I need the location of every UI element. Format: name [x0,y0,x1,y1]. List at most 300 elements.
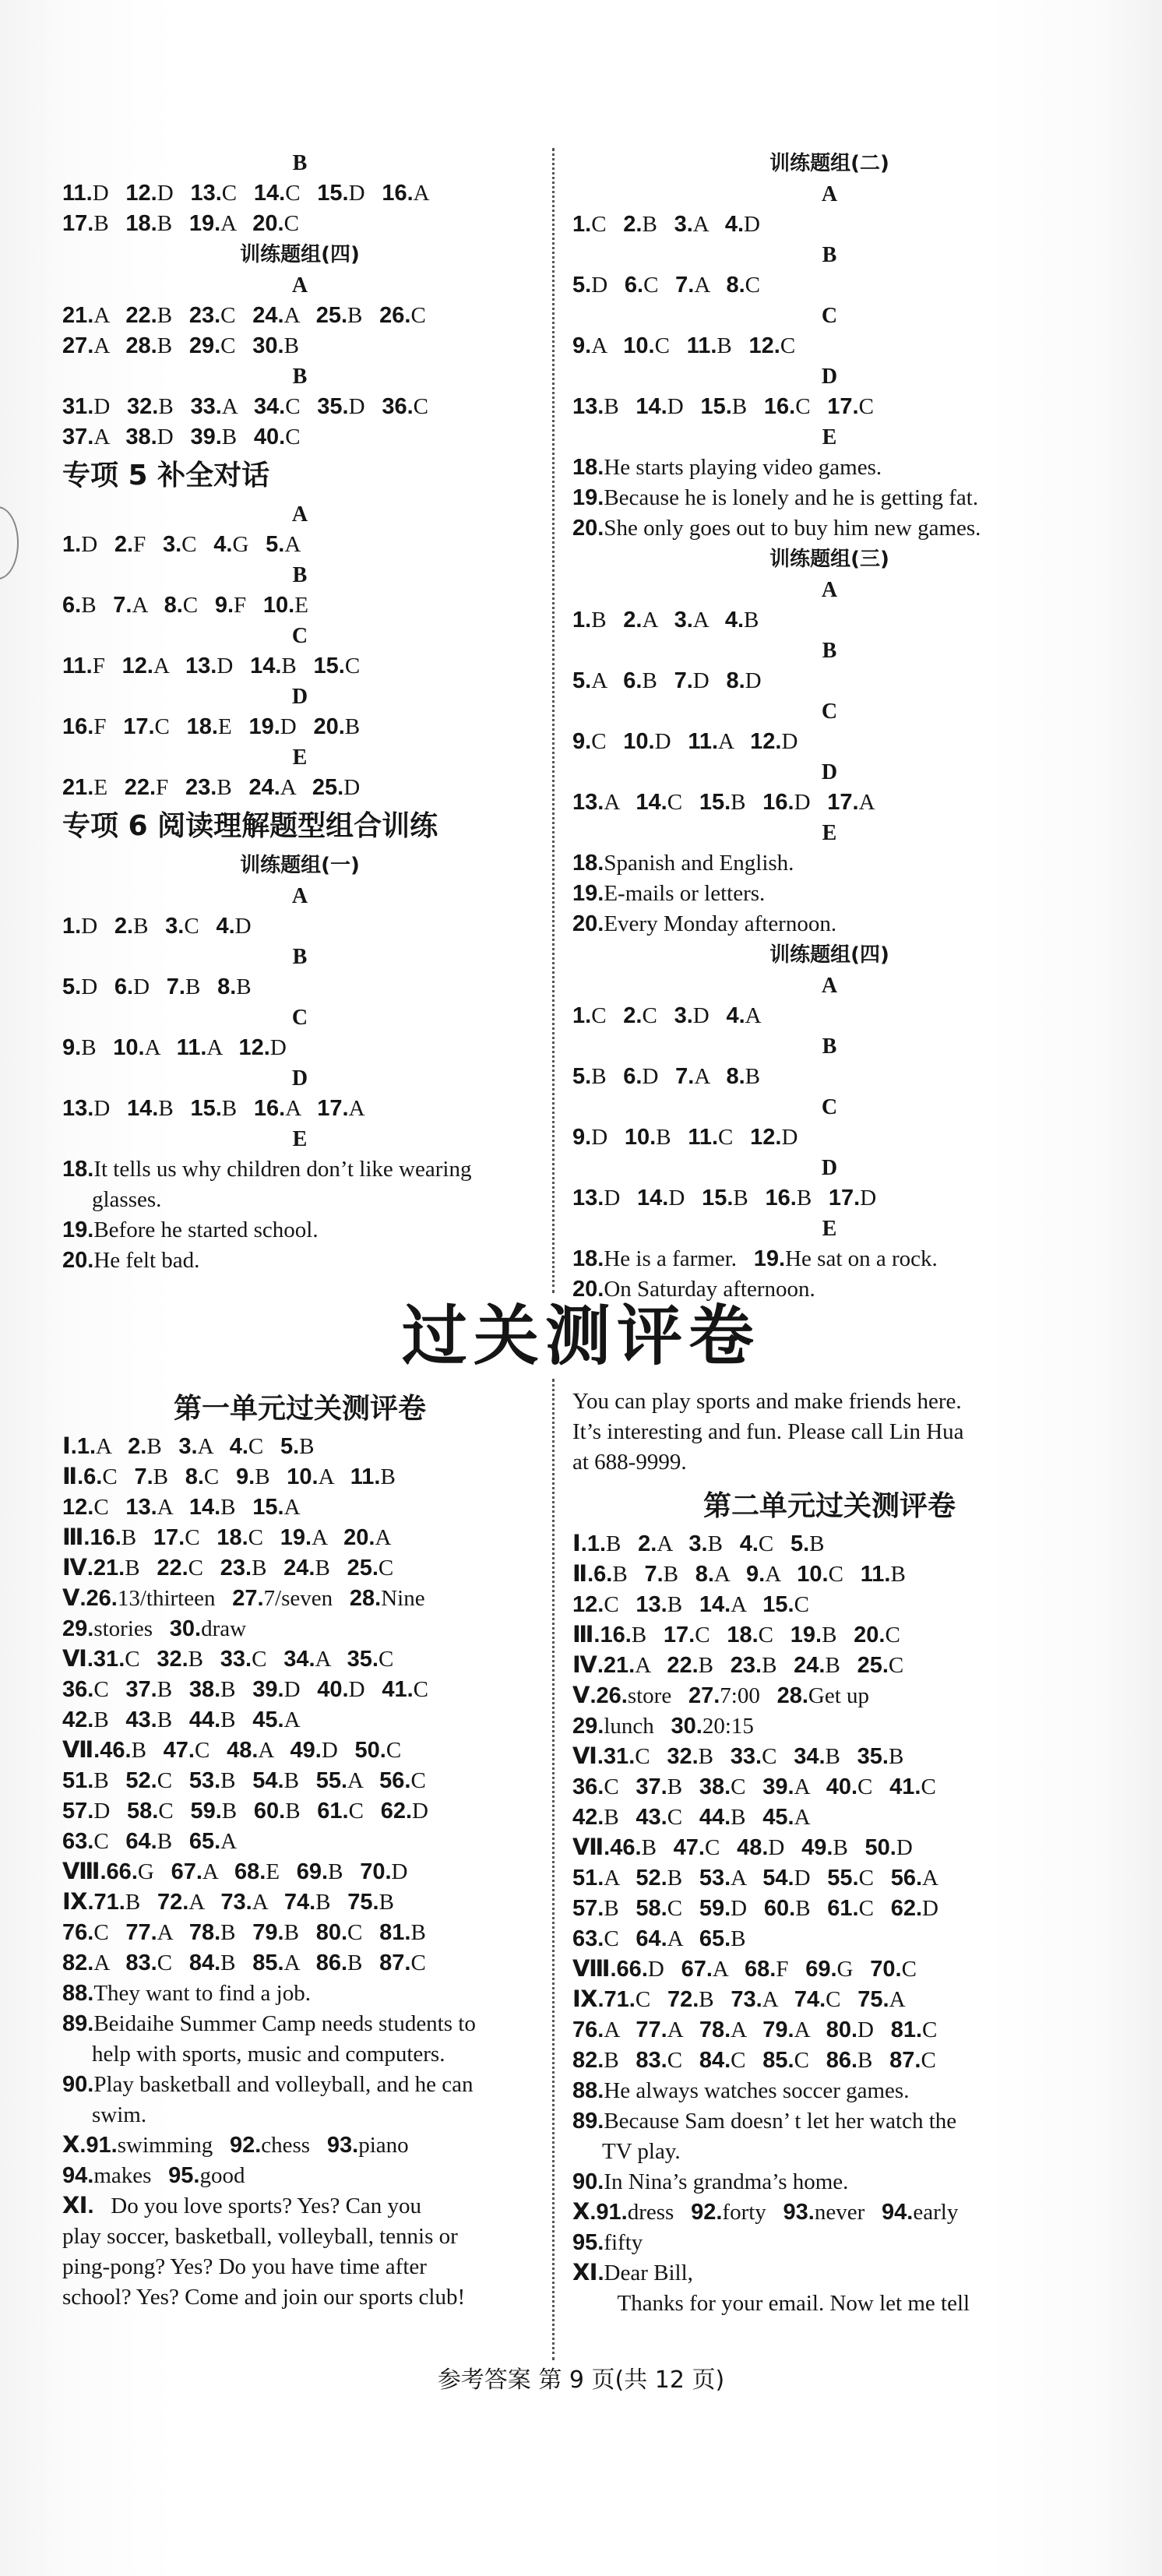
answer-item [62,1035,97,1060]
answer-item [889,2048,936,2073]
answer-value: C [248,1525,263,1550]
answer-value: A [252,1890,268,1915]
question-number: 2. [638,1531,657,1556]
answer-value: Because he is lonely and he is getting fat. [604,485,979,510]
answer-value: Spanish and English. [604,851,794,876]
answer-item [762,1592,809,1617]
question-number: 35. [317,394,349,419]
answer-value: A [604,2017,619,2042]
question-number: 28. [125,333,157,358]
question-number: 34. [283,1647,315,1672]
question-number: 14. [636,790,667,815]
question-number: 18. [217,1525,248,1550]
answer-item [177,1035,222,1060]
answer-value: B [315,1556,330,1580]
answer-value: B [890,1562,906,1587]
question-number: 5. [790,1531,810,1556]
answer-item [664,1623,710,1647]
answer-item [854,1623,900,1647]
question-number: 10. [262,593,295,618]
answer-item [794,1987,841,2012]
passage-header: B [292,563,308,587]
answer-line [62,1614,537,1644]
answer-value: B [612,1562,628,1587]
question-number: 20. [572,911,604,936]
answer-value: C [667,1805,683,1830]
answer-continuation: TV play. [602,2139,681,2164]
answer-item [636,1896,682,1921]
topic-title: 专项 5 补全对话 [62,460,270,492]
question-number: 23. [220,1556,252,1580]
answer-value: B [698,1653,713,1678]
question-number: 13. [125,1495,157,1520]
answer-item [284,1890,331,1915]
answer-item [382,181,429,206]
answer-item [316,1951,363,1975]
answer-value: Nine [381,1586,425,1611]
answer-value: C [203,1464,220,1489]
answer-line [62,392,537,422]
answer-value: B [591,608,607,633]
answer-value: D [92,181,109,206]
question-number: 11. [860,1562,891,1587]
answer-value: D [81,974,98,999]
question-number: 62. [380,1799,413,1824]
question-number: 34. [253,394,286,419]
answer-item [762,790,810,815]
answer-value: Before he started school. [93,1218,319,1242]
question-number: 14. [253,181,286,206]
answer-value: B [717,333,732,358]
answer-value: E [93,775,108,800]
answer-line [62,1827,537,1857]
answer-line [62,1979,537,2009]
answer-item [572,2017,619,2042]
answer-value: B [731,1805,746,1830]
answer-value: G [232,532,249,557]
question-number: 4. [724,212,745,237]
answer-item [350,1586,425,1611]
answer-value: A [591,668,607,693]
answer-line [62,773,537,803]
question-number: 1. [572,608,592,633]
answer-item [762,1805,810,1830]
answer-value: C [220,333,236,358]
question-number: 22. [124,775,157,800]
answer-item [62,1859,154,1884]
answer-item [889,1774,936,1799]
answer-item [381,1799,428,1824]
answer-line [62,2070,537,2100]
answer-line [62,1887,537,1918]
question-number: Ⅸ.71. [572,1987,636,2012]
answer-item [725,608,759,633]
answer-value: B [888,1744,904,1769]
answer-value: C [102,1464,118,1489]
answer-item [572,2109,956,2134]
question-number: 13. [572,790,604,815]
answer-value: A [283,1951,299,1975]
answer-item [746,1562,780,1587]
answer-value: Because Sam doesn’ t let her watch the [604,2109,957,2134]
answer-item [791,1623,837,1647]
answer-item [62,1981,311,2006]
answer-item [827,394,874,419]
answer-value: D [283,1677,301,1702]
question-number: 89. [62,2011,94,2036]
answer-value: He sat on a rock. [785,1246,938,1271]
answer-value: B [656,1125,671,1150]
answer-value: B [146,1434,162,1459]
answer-value: B [731,790,746,815]
answer-item [62,1707,109,1732]
answer-value: D [269,1035,287,1060]
answer-value: C [378,1556,394,1580]
question-number: 85. [762,2048,794,2073]
answer-value: A [315,1647,330,1672]
answer-item [190,1799,237,1824]
question-number: 68. [745,1957,776,1982]
answer-value: D [654,729,671,754]
answer-value: C [185,1525,200,1550]
answer-continuation: glasses. [92,1187,162,1212]
answer-item [220,1647,267,1672]
answer-item [674,1003,710,1028]
passage-header: C [291,624,308,648]
question-number: 38. [125,425,157,449]
question-number: 15. [317,181,349,206]
answer-value: C [93,1495,109,1520]
answer-item [745,1957,788,1982]
passage-text: ping-pong? Yes? Do you have time after [62,2254,427,2279]
answer-line [62,911,537,942]
question-number: 54. [762,1866,794,1891]
answer-line [62,1033,537,1063]
answer-value: B [667,1866,683,1891]
answer-value: B [642,212,657,237]
answer-value: D [591,273,608,298]
answer-value: B [93,211,109,236]
answer-item [857,1653,904,1678]
answer-value: B [663,1562,678,1587]
answer-value: F [156,775,169,800]
answer-item [572,1805,619,1830]
question-number: Ⅰ.1. [62,1434,97,1459]
passage-header: E [292,1127,308,1151]
question-number: 5. [280,1434,300,1459]
question-number: 22. [125,303,157,328]
question-number: 52. [125,1768,157,1793]
answer-item [125,303,172,328]
answer-item [113,1035,160,1060]
answer-item [636,2048,682,2073]
answer-value: C [283,211,299,236]
question-number: 21. [62,303,94,328]
answer-item [382,394,428,419]
answer-value: B [125,1890,141,1915]
group-title: 训练题组(二) [769,152,889,175]
answer-value: D [280,714,297,739]
answer-value: F [93,714,107,739]
answer-item [62,1434,111,1459]
answer-item [572,1186,620,1210]
answer-value: C [667,2048,683,2073]
answer-item [254,1799,301,1824]
answer-value: stories [93,1616,153,1641]
answer-item [623,1064,658,1089]
question-number: 86. [826,2048,858,2073]
answer-item [254,181,301,206]
answer-line [572,453,1086,483]
question-number: 5. [266,532,285,557]
answer-line [572,1062,1086,1092]
answer-item [572,1003,607,1028]
answer-item [572,790,619,815]
answer-value: D [133,974,150,999]
question-number: 11. [62,654,93,678]
answer-value: A [221,394,238,419]
question-number: 35. [857,1744,889,1769]
answer-line [62,1584,537,1614]
answer-value: B [157,1677,173,1702]
answer-item [125,1951,172,1975]
answer-line [572,1529,1086,1559]
question-number: 68. [234,1859,266,1884]
answer-item [170,1616,246,1641]
answer-value: A [922,1866,938,1891]
answer-item [572,1064,607,1089]
answer-item [572,1246,737,1271]
answer-item [762,2017,809,2042]
answer-value: A [375,1525,392,1550]
answer-value: D [157,425,174,449]
answer-item [254,1096,301,1121]
upper-right-column [572,148,1086,1305]
answer-value: B [220,1495,236,1520]
answer-item [157,1890,204,1915]
answer-value: C [758,1531,774,1556]
answer-line [62,1644,537,1675]
answer-value: G [137,1859,154,1884]
answer-item [623,668,657,693]
question-number: 6. [623,1064,643,1089]
answer-value: C [858,1896,874,1921]
answer-item [791,1531,825,1556]
column-divider-bottom [552,1379,555,2360]
passage-header: D [821,1156,838,1180]
answer-value: D [412,1799,428,1824]
answer-value: D [692,668,710,693]
answer-line [572,1894,1086,1924]
answer-value: A [713,1562,730,1587]
question-number: 25. [315,303,348,328]
answer-value: C [921,2048,936,2073]
answer-value: B [158,394,174,419]
answer-item [699,2048,746,2073]
answer-item [572,851,794,876]
answer-line [62,1553,537,1584]
question-number: 78. [188,1920,221,1945]
answer-value: store [627,1683,672,1708]
answer-item [572,2200,674,2225]
question-number: 14. [127,1096,159,1121]
answer-value: A [157,1920,173,1945]
passage-header: C [821,700,838,724]
answer-item [62,1768,109,1793]
answer-value: D [647,1957,664,1982]
answer-item [636,2017,682,2042]
answer-item [190,1096,237,1121]
answer-item [801,1835,848,1860]
answer-item [623,333,670,358]
answer-item [316,303,363,328]
answer-item [572,1531,621,1556]
answer-item [252,1951,299,1975]
answer-item [731,1653,777,1678]
question-number: 33. [190,394,222,419]
answer-value: B [217,775,232,800]
passage-header: E [822,425,837,449]
question-number: 28. [776,1683,808,1708]
answer-line [62,590,537,621]
answer-value: B [731,394,748,419]
answer-value: B [220,1768,236,1793]
answer-value: D [321,1738,338,1763]
answer-item [125,181,173,206]
answer-value: early [913,2200,959,2225]
answer-item [572,1592,619,1617]
answer-value: C [794,1592,809,1617]
answer-item [185,654,233,678]
question-number: 23. [188,303,221,328]
answer-value: never [814,2200,865,2225]
answer-item [572,2169,848,2194]
answer-value: B [347,303,363,328]
answer-item [827,790,875,815]
question-number: 70. [870,1957,902,1982]
answer-item [675,273,710,298]
answer-value: B [604,1896,619,1921]
answer-item [750,729,798,754]
answer-value: C [413,1677,428,1702]
answer-value: C [922,2017,938,2042]
answer-value: He always watches soccer games. [604,2078,910,2103]
answer-value: B [220,1920,236,1945]
question-number: 3. [688,1531,708,1556]
answer-line [62,1492,537,1523]
question-number: 61. [317,1799,349,1824]
question-number: 19. [572,881,604,906]
answer-item [777,1683,869,1708]
question-number: 13. [572,394,604,419]
answer-item [572,881,765,906]
answer-item [826,2048,873,2073]
answer-value: He starts playing video games. [604,455,882,480]
answer-value: C [348,1799,364,1824]
question-number: 51. [572,1866,604,1891]
question-number: 84. [699,2048,731,2073]
question-number: 79. [762,2017,794,2042]
answer-item [125,1677,172,1702]
answer-item [347,1556,394,1580]
answer-value: A [93,303,109,328]
answer-item [125,1768,172,1793]
answer-item [740,1531,774,1556]
answer-value: B [93,1707,109,1732]
question-number: 2. [114,914,134,939]
passage-header: E [822,821,837,845]
answer-item [252,211,299,236]
question-number: 8. [695,1562,714,1587]
answer-item [113,593,147,618]
answer-value: Play basketball and volleyball, and he can [93,2072,474,2097]
answer-value: B [188,1647,204,1672]
answer-item [62,532,97,557]
question-number: 52. [636,1866,667,1891]
answer-value: B [285,1799,301,1824]
answer-value: B [220,1951,236,1975]
answer-item [316,1768,363,1793]
question-number: 75. [857,1987,889,2012]
question-number: 2. [623,212,643,237]
answer-line [62,301,537,331]
passage-header: A [821,974,838,998]
answer-item [62,1920,109,1945]
passage-text: school? Yes? Come and join our sports club! [62,2285,466,2310]
answer-value: C [795,394,811,419]
answer-line [572,1183,1086,1214]
answer-value: B [795,1896,811,1921]
answer-value: A [794,2017,809,2042]
answer-item [688,1531,723,1556]
answer-item [699,1592,746,1617]
answer-item [252,303,299,328]
answer-item [122,654,169,678]
answer-value: A [667,1926,683,1951]
answer-item [227,1738,273,1763]
question-number: 16. [62,714,94,739]
answer-value: C [125,1647,140,1672]
answer-item [62,2072,474,2097]
answer-item [248,714,296,739]
answer-value: A [312,1525,327,1550]
question-number: 87. [379,1951,411,1975]
answer-value: B [283,1920,299,1945]
answer-item [230,1434,264,1459]
question-number: 16. [253,1096,286,1121]
answer-item [62,1525,136,1550]
answer-item [379,1920,426,1945]
question-number: 88. [572,2078,604,2103]
question-number: 19. [62,1218,94,1242]
answer-item [343,1525,391,1550]
answer-item [123,714,170,739]
answer-item [699,2017,746,2042]
answer-item [891,1866,938,1891]
question-number: 56. [890,1866,923,1891]
question-number: 41. [889,1774,921,1799]
question-number: 18. [125,211,157,236]
answer-line [572,513,1086,544]
answer-value: D [348,181,365,206]
question-number: 20. [572,516,604,541]
answer-value: D [857,2017,874,2042]
answer-item [216,914,251,939]
answer-value: C [885,1623,900,1647]
answer-item [857,1744,904,1769]
passage-header: A [291,884,308,908]
answer-value: B [328,1859,343,1884]
